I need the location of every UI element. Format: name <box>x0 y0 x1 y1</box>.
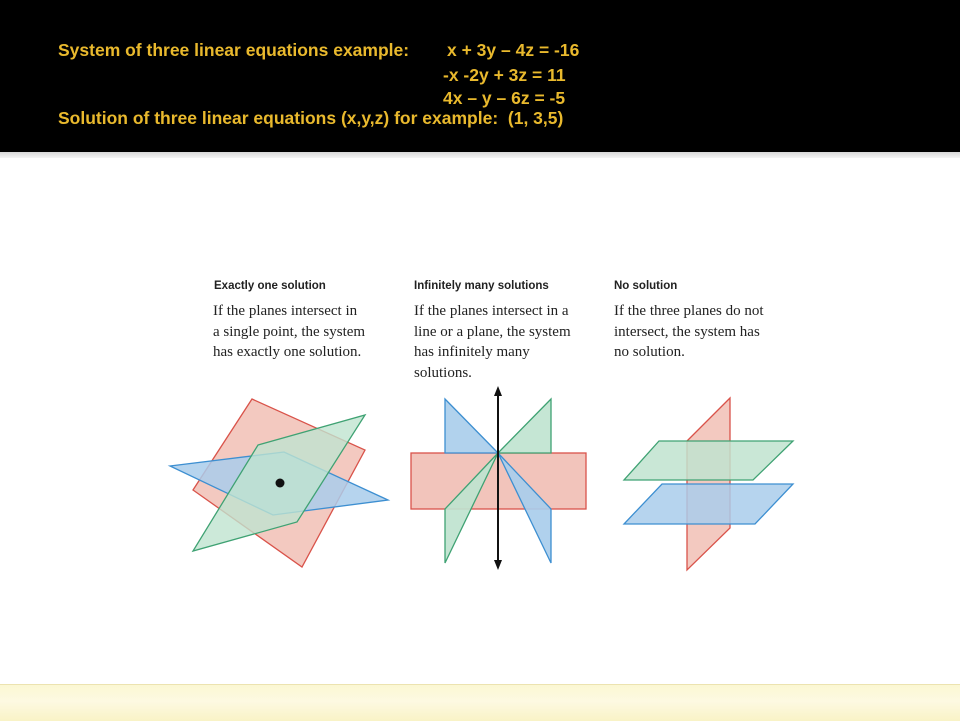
plane-green <box>624 441 793 480</box>
plane-green <box>498 399 551 453</box>
solution-line: Solution of three linear equations (x,y,z) for example: (1, 3,5) <box>58 108 564 128</box>
case-none-desc-line-3: no solution. <box>614 344 685 360</box>
equation-2: -x -2y + 3z = 11 <box>443 65 566 85</box>
case-infinite-desc-line-1: If the planes intersect in a <box>414 303 569 319</box>
plane-blue <box>445 399 498 453</box>
case-infinite-desc-line-4: solutions. <box>414 364 472 381</box>
case-one-desc-line-1: If the planes intersect in <box>213 303 358 319</box>
footer-bar <box>0 684 960 721</box>
diagram-infinite-solutions <box>411 386 586 570</box>
equation-3: 4x – y – 6z = -5 <box>443 88 566 108</box>
example-label: System of three linear equations example: <box>58 40 410 60</box>
case-infinite-desc-line-3: has infinitely many <box>414 344 530 360</box>
case-one-desc-line-3: has exactly one solution. <box>213 344 362 360</box>
diagram-no-solution <box>624 398 793 570</box>
diagram-one-solution <box>170 399 388 567</box>
arrowhead-down-icon <box>494 560 502 570</box>
case-infinite-title: Infinitely many solutions <box>414 280 549 292</box>
case-none-title: No solution <box>614 280 678 292</box>
equation-1: x + 3y – 4z = -16 <box>447 40 580 60</box>
case-infinite-desc-line-2: line or a plane, the system <box>414 323 571 340</box>
arrowhead-up-icon <box>494 386 502 396</box>
intersection-point <box>276 479 285 488</box>
case-none-desc-line-2: intersect, the system has <box>614 323 760 340</box>
case-none-desc-line-1: If the three planes do not <box>614 303 764 319</box>
plane-blue <box>624 484 793 524</box>
case-one-desc-line-2: a single point, the system <box>213 323 366 340</box>
case-one-title: Exactly one solution <box>214 280 326 292</box>
